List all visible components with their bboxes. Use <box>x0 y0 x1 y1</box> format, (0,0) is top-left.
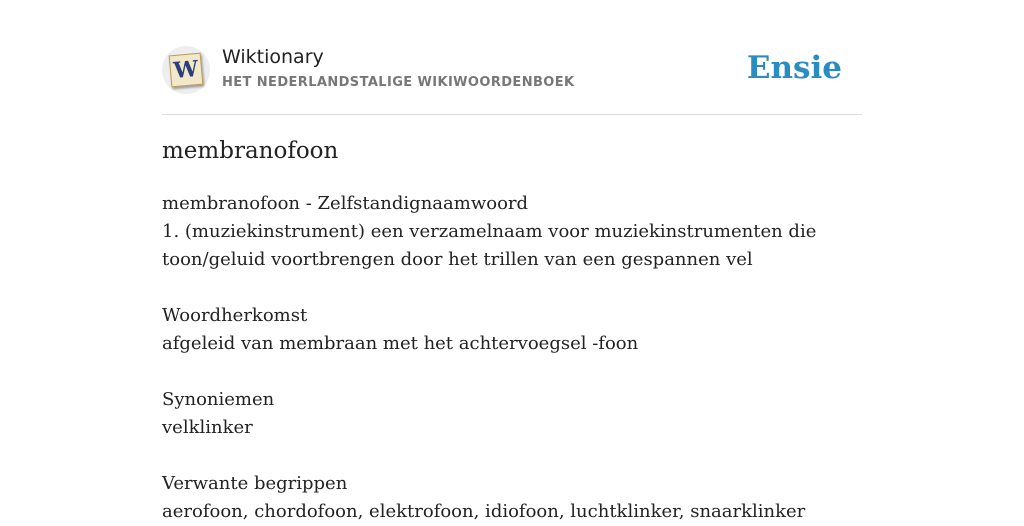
logo-tile-icon: W <box>169 53 204 88</box>
etymology-text: afgeleid van membraan met het achtervoegsel -foon <box>162 333 639 354</box>
related-text: aerofoon, chordofoon, elektrofoon, idiofoon, luchtklinker, snaarklinker <box>162 501 806 522</box>
synonyms-text: velklinker <box>162 417 253 438</box>
wiktionary-logo[interactable] <box>162 46 210 94</box>
site-header <box>162 42 862 115</box>
definition-line-1: 1. (muziekinstrument) een verzamelnaam voor muziekinstrumenten die <box>162 221 817 242</box>
related-heading: Verwante begrippen <box>162 473 348 494</box>
site-title[interactable]: Wiktionary <box>222 46 324 68</box>
ensie-logo-link[interactable]: Ensie <box>746 50 842 86</box>
definition-line-2: toon/geluid voortbrengen door het trillen van een gespannen vel <box>162 249 753 270</box>
synonyms-heading: Synoniemen <box>162 389 275 410</box>
site-subtitle: HET NEDERLANDSTALIGE WIKIWOORDENBOEK <box>222 75 575 90</box>
etymology-heading: Woordherkomst <box>162 305 308 326</box>
entry-content <box>162 190 862 526</box>
entry-heading: membranofoon - Zelfstandignaamwoord <box>162 193 529 214</box>
page-title: membranofoon <box>162 138 339 164</box>
